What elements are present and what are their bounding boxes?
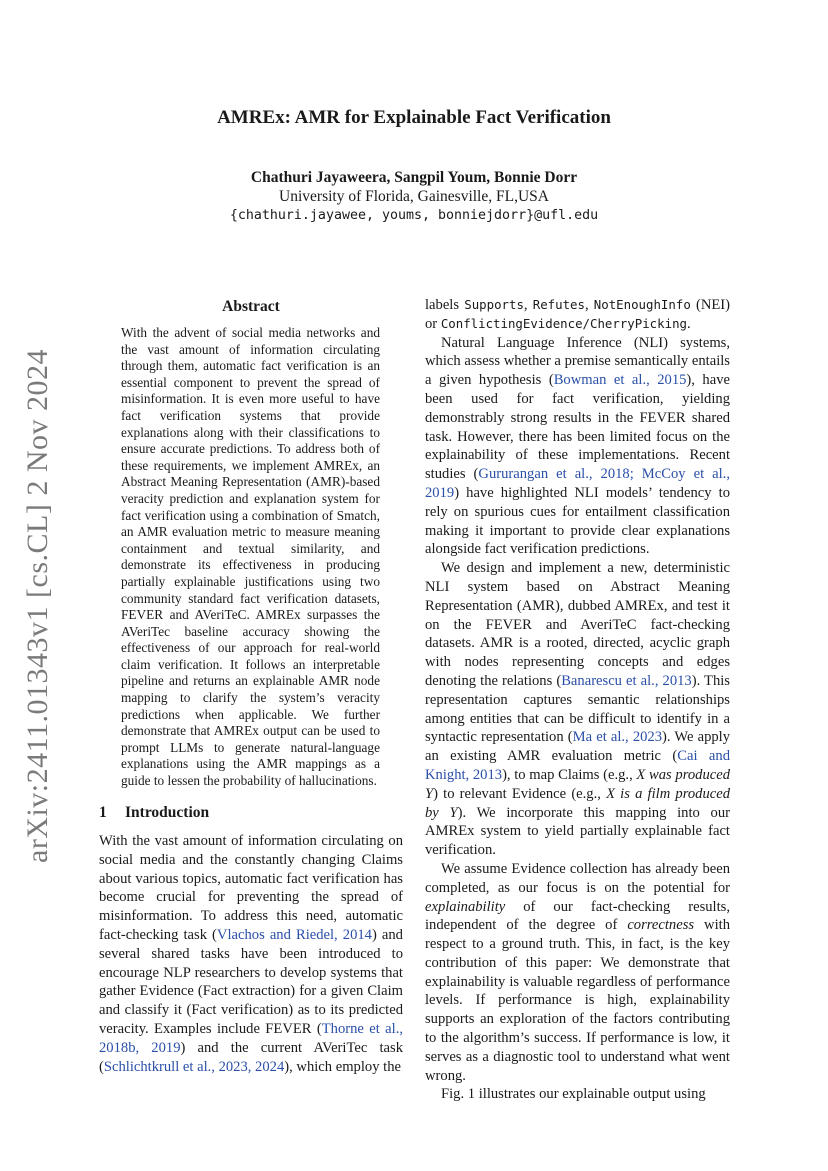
- intro-paragraph-figure-ref: Fig. 1 illustrates our explainable output using: [441, 1086, 706, 1103]
- paper-title: AMREx: AMR for Explainable Fact Verification: [217, 107, 611, 128]
- section-number: 1: [99, 804, 107, 821]
- section-heading-introduction: [99, 803, 209, 822]
- citation-link[interactable]: Schlichtkrull et al., 2023, 2024: [103, 1058, 285, 1075]
- intro-paragraph-explainability: We assume Evidence collection has already been completed, as our focus is on the potential for explainability of our fact-checking results, independent of the degree of correctness with respect to a ground truth. This, in fact, is the key contribution of this paper: We demonstrate that explainability is valuable regardless of performance levels. If performance is high, explainability supports an exploration of the factors contributing to the algorithm’s success. If performance is low, it serves as a diagnostic tool to understand what went wrong.: [425, 860, 731, 1084]
- citation-link[interactable]: Ma et al., 2023: [572, 729, 663, 746]
- citation-link[interactable]: Bowman et al., 2015: [553, 372, 687, 389]
- citation-link[interactable]: Gururangan et al., 2018; McCoy et al., 2019: [425, 466, 730, 501]
- citation-link[interactable]: Banarescu et al., 2013: [561, 672, 692, 689]
- section-title: Introduction: [125, 804, 210, 821]
- left-column-body: [99, 832, 403, 1076]
- abstract-heading: Abstract: [222, 298, 280, 315]
- affiliation: University of Florida, Gainesville, FL,USA: [279, 188, 549, 205]
- label-code: Refutes: [532, 297, 585, 312]
- author-emails: {chathuri.jayawee, youms, bonniejdorr}@ufl.edu: [229, 208, 599, 223]
- arxiv-stamp: [15, 349, 61, 863]
- label-code: Supports: [464, 297, 524, 312]
- citation-link[interactable]: Cai and Knight, 2013: [425, 748, 730, 783]
- citation-link[interactable]: Vlachos and Riedel, 2014: [216, 926, 372, 943]
- intro-paragraph-1: With the vast amount of information circulating on social media and the constantly changing Claims about various topics, automatic fact verification has become crucial for preventing the spread of misinformation. To address this need, automatic fact-checking task (Vlachos and Riedel, 2014) and several shared tasks have been introduced to encourage NLP researchers to develop systems that gather Evidence (Fact extraction) for a given Claim and classify it (Fact verification) as to its predicted veracity. Examples include FEVER (Thorne et al., 2018b, 2019) and the current AVeriTec task (Schlichtkrull et al., 2023, 2024), which employ the: [99, 833, 403, 1075]
- citation-link[interactable]: Thorne et al., 2018b, 2019: [99, 1020, 403, 1056]
- label-code: NotEnoughInfo: [593, 297, 691, 312]
- intro-paragraph-amrex: We design and implement a new, deterministic NLI system based on Abstract Meaning Representation (AMR), dubbed AMREx, and test it on the FEVER and AveriTeC fact-checking datasets. AMR is a rooted, directed, acyclic graph with nodes representing concepts and edges denoting the relations (Banarescu et al., 2013). This representation captures semantic relationships among entities that can be difficult to identify in a syntactic representation (Ma et al., 2023). We apply an existing AMR evaluation metric (Cai and Knight, 2013), to map Claims (e.g., X was produced Y) to relevant Evidence (e.g., X is a film produced by Y). We incorporate this mapping into our AMREx system to yield partially explainable fact verification.: [425, 560, 731, 859]
- intro-paragraph-continued: labels Supports, Refutes, NotEnoughInfo (NEI) or ConflictingEvidence/CherryPicking.: [425, 297, 730, 332]
- right-column-body: [425, 296, 730, 1104]
- abstract-text: With the advent of social media networks and the vast amount of information circulating through them, automatic fact verification is an essential component to prevent the spread of misinformation. It is even more useful to have fact verification systems that provide explanations along with their classifications to ensure accurate predictions. To address both of these requirements, we implement AMREx, an Abstract Meaning Representation (AMR)-based veracity prediction and explanation system for fact verification using a combination of Smatch, an AMR evaluation metric to measure meaning containment and textual similarity, and demonstrate its effectiveness in producing partially explainable justifications using two community standard fact verification datasets, FEVER and AVeriTeC. AMREx surpasses the AVeriTec baseline accuracy showing the effectiveness of our approach for real-world claim verification. It follows an interpretable pipeline and returns an explainable AMR node mapping to clarify the system’s veracity predictions when applicable. We further demonstrate that AMREx output can be used to prompt LLMs to generate natural-language explanations using the AMR mappings as a guide to lessen the probability of hallucinations.: [121, 325, 380, 789]
- arxiv-identifier: arXiv:2411.01343v1 [cs.CL] 2 Nov 2024: [21, 349, 54, 863]
- label-code: ConflictingEvidence/CherryPicking: [440, 315, 687, 331]
- author-list: Chathuri Jayaweera, Sangpil Youm, Bonnie Dorr: [250, 169, 578, 186]
- intro-paragraph-nli: Natural Language Inference (NLI) systems, which assess whether a premise semantically entails a given hypothesis (Bowman et al., 2015), have been used for fact verification, yielding demonstrably strong results in the FEVER shared task. However, there has been limited focus on the explainability of these implementations. Recent studies (Gururangan et al., 2018; McCoy et al., 2019) have highlighted NLI models’ tendency to rely on spurious cues for entailment classification making it important to provide clear explanations alongside fact verification predictions.: [425, 334, 730, 558]
